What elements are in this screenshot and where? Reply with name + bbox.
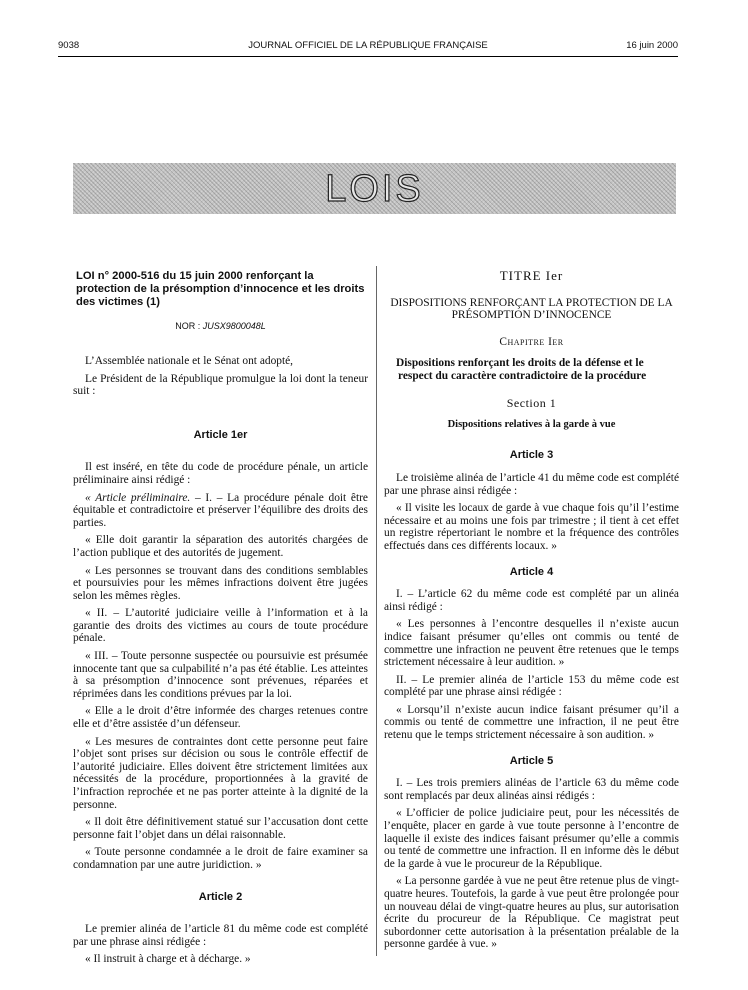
article-4-paragraph: « Les personnes à l’encontre desquelles il n’existe aucun indice faisant présumer qu’elles ont commis ou tenté de commettre une infraction ne peuvent être retenues que le temps strictement nécessaire à leur audition. » — [384, 618, 679, 669]
article-1-paragraph: « II. – L’autorité judiciaire veille à l’information et à la garantie des droits des victimes au cours de toute procédure pénale. — [73, 607, 368, 645]
journal-title: JOURNAL OFFICIEL DE LA RÉPUBLIQUE FRANÇAISE — [248, 40, 488, 51]
intro-paragraph: L’Assemblée nationale et le Sénat ont adopté, — [85, 354, 294, 367]
article-5-paragraph: I. – Les trois premiers alinéas de l’article 63 du même code sont remplacés par deux alinéas ainsi rédigés : — [384, 777, 679, 802]
article-5-paragraph: « La personne gardée à vue ne peut être retenue plus de vingt-quatre heures. Toutefois, la garde à vue peut être prolongée pour un nouveau délai de vingt-quatre heures au plus, sur autorisation écrite du procureur de la République. Ce magistrat peut subordonner cette autorisation à la présentation préalable de la personne gardée à vue. » — [384, 875, 679, 951]
chapitre-heading: Chapitre Ier — [499, 335, 564, 348]
section-banner — [73, 163, 676, 214]
article-1-paragraph: « Elle a le droit d’être informée des charges retenues contre elle et d’être assistée d’un défenseur. — [73, 705, 368, 731]
right-column — [384, 270, 679, 956]
law-title: LOI n° 2000-516 du 15 juin 2000 renforçant la protection de la présomption d’innocence et les droits des victimes (1) — [76, 270, 365, 308]
titre-heading: TITRE Ier — [499, 268, 564, 283]
article-3-paragraph: « Il visite les locaux de garde à vue chaque fois qu’il l’estime nécessaire et au moins une fois par trimestre ; il tient à cet effet un registre répertoriant le nombre et la fréquence des contrôles effectués dans ces différents locaux. » — [384, 502, 679, 552]
section-title: Dispositions relatives à la garde à vue — [447, 418, 616, 430]
article-5-paragraph: « L’officier de police judiciaire peut, pour les nécessités de l’enquête, placer en garde à vue toute personne à l’encontre de laquelle il existe des indices faisant présumer qu’elle a commis ou tenté de commettre une infraction. Il en informe dès le début de la garde à vue le procureur de la République. — [384, 807, 679, 870]
article-3-heading: Article 3 — [509, 449, 554, 462]
issue-date: 16 juin 2000 — [626, 40, 678, 51]
article-1-paragraph: « Elle doit garantir la séparation des autorités chargées de l’action publique et des autorités de jugement. — [73, 534, 368, 559]
page-number: 9038 — [58, 40, 80, 51]
titre-subject: DISPOSITIONS RENFORÇANT LA PROTECTION DE LA PRÉSOMPTION D’INNOCENCE — [390, 296, 673, 322]
intro-paragraph: Le Président de la République promulgue la loi dont la teneur suit : — [73, 372, 368, 398]
article-2-paragraph: « Il instruit à charge et à décharge. » — [85, 953, 251, 966]
section-heading: Section 1 — [506, 396, 557, 411]
nor-label: NOR : — [175, 321, 201, 332]
article-1-paragraph: « Toute personne condamnée a le droit de faire examiner sa condamnation par une autre juridiction. » — [73, 846, 368, 871]
article-1-heading: Article 1er — [193, 428, 248, 441]
article-5-heading: Article 5 — [509, 754, 554, 767]
article-4-paragraph: I. – L’article 62 du même code est complété par un alinéa ainsi rédigé : — [384, 588, 679, 613]
banner-title: LOIS — [325, 168, 424, 210]
article-2-heading: Article 2 — [198, 890, 243, 903]
article-1-preliminary — [73, 492, 368, 530]
header-rule — [58, 56, 678, 57]
article-1-paragraph: « Les personnes se trouvant dans des conditions semblables et poursuivies pour les mêmes infractions doivent être jugées selon les mêmes règles. — [73, 564, 368, 602]
article-2-paragraph: Le premier alinéa de l’article 81 du même code est complété par une phrase ainsi rédigée : — [73, 923, 368, 948]
article-3-paragraph: Le troisième alinéa de l’article 41 du même code est complété par une phrase ainsi rédigée : — [384, 471, 679, 497]
chapitre-title: Dispositions renforçant les droits de la défense et le respect du caractère contradictoire de la procédure — [396, 357, 647, 382]
article-1-paragraph: « Les mesures de contraintes dont cette personne peut faire l’objet sont prises sur décision ou sous le contrôle effectif de l’autorité judiciaire. Elles doivent être strictement limitées aux nécessités de la procédure, proportionnées à la gravité de l’infraction reprochée et ne pas porter atteinte à la dignité de la personne. — [73, 735, 368, 811]
column-divider — [376, 266, 377, 956]
article-1-intro: Il est inséré, en tête du code de procédure pénale, un article préliminaire ainsi rédigé : — [73, 461, 368, 486]
article-4-paragraph: II. – Le premier alinéa de l’article 153 du même code est complété par une phrase ainsi rédigée : — [384, 673, 679, 699]
preliminary-label: « Article préliminaire. — [85, 491, 191, 504]
page-header — [58, 40, 678, 56]
nor-reference — [73, 320, 368, 333]
article-4-heading: Article 4 — [509, 565, 554, 578]
article-1-paragraph: « III. – Toute personne suspectée ou poursuivie est présumée innocente tant que sa culpabilité n’a pas été établie. Les atteintes à sa présomption d’innocence sont prévenues, réparées et réprimées dans les conditions prévues par la loi. — [73, 650, 368, 700]
article-1-paragraph: « Il doit être définitivement statué sur l’accusation dont cette personne fait l’objet dans un délai raisonnable. — [73, 816, 368, 841]
nor-code: JUSX9800048L — [202, 321, 266, 332]
preliminary-text: – I. – La procédure pénale doit être équitable et contradictoire et préserver l’équilibre des droits des parties. — [73, 491, 368, 529]
left-column — [73, 270, 368, 971]
article-4-paragraph: « Lorsqu’il n’existe aucun indice faisant présumer qu’il a commis ou tenté de commettre une infraction, il ne peut être retenu que le temps strictement nécessaire à son audition. » — [384, 703, 679, 742]
